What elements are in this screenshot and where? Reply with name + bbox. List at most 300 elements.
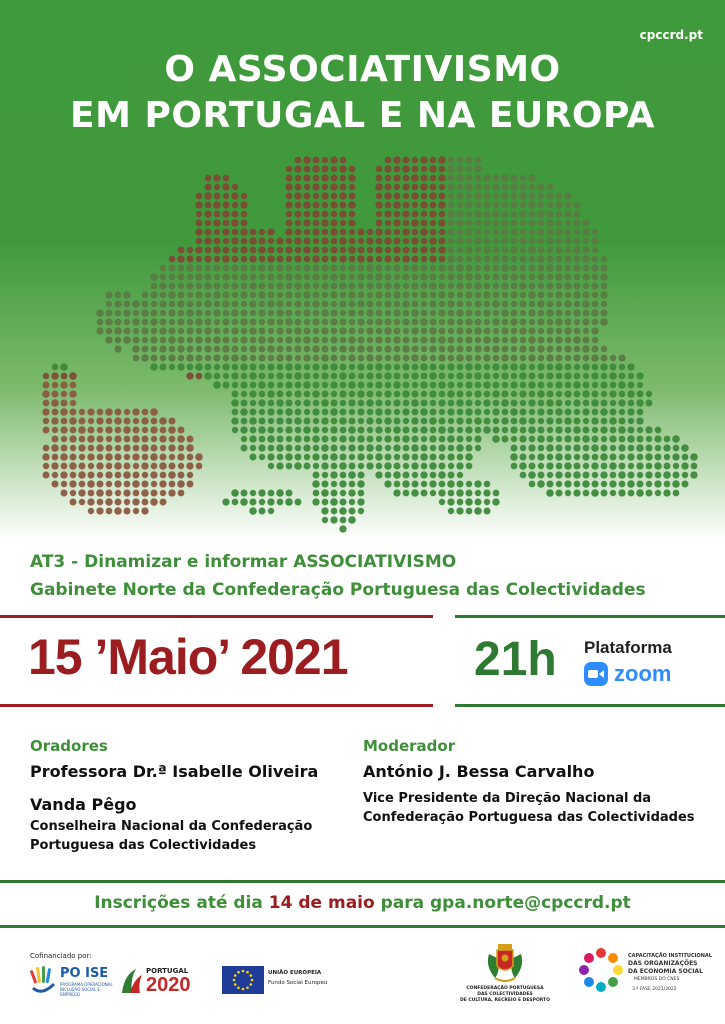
map-dot bbox=[376, 418, 383, 425]
map-dot bbox=[466, 373, 473, 380]
divider-registration-top bbox=[0, 880, 725, 883]
map-dot bbox=[385, 382, 392, 389]
ces-person-dot bbox=[584, 953, 594, 963]
map-dot bbox=[159, 435, 166, 442]
map-dot bbox=[177, 480, 185, 488]
map-dot bbox=[610, 382, 617, 389]
map-dot bbox=[412, 454, 419, 461]
speaker2-name: Vanda Pêgo bbox=[30, 795, 137, 814]
map-dot bbox=[618, 354, 625, 361]
map-dot bbox=[331, 436, 337, 442]
map-dot bbox=[619, 463, 626, 470]
map-dot bbox=[240, 318, 248, 326]
map-dot bbox=[321, 489, 329, 497]
map-dot bbox=[664, 481, 671, 488]
map-dot bbox=[105, 318, 113, 326]
map-dot bbox=[538, 265, 545, 272]
ces-person-dot bbox=[584, 977, 594, 987]
map-dot bbox=[321, 174, 329, 182]
map-dot bbox=[186, 462, 193, 469]
map-dot bbox=[537, 318, 544, 325]
map-dot bbox=[241, 265, 248, 272]
map-dot bbox=[448, 283, 454, 289]
map-dot bbox=[367, 427, 373, 433]
cpccrd-line3: DE CULTURA, RECREIO E DESPORTO bbox=[460, 998, 550, 1003]
map-dot bbox=[565, 202, 572, 209]
map-dot bbox=[141, 507, 148, 514]
map-dot bbox=[385, 229, 392, 236]
map-dot bbox=[42, 453, 49, 460]
map-dot bbox=[204, 300, 211, 307]
map-dot bbox=[393, 291, 401, 299]
map-dot bbox=[600, 471, 607, 478]
map-dot bbox=[349, 499, 355, 505]
map-dot bbox=[331, 265, 338, 272]
eu-star bbox=[237, 971, 240, 974]
map-dot bbox=[385, 175, 391, 181]
map-dot bbox=[222, 345, 230, 353]
map-dot bbox=[205, 355, 211, 361]
map-dot bbox=[132, 408, 139, 415]
map-dot bbox=[591, 282, 598, 289]
map-dot bbox=[286, 436, 292, 442]
map-dot bbox=[295, 274, 302, 281]
map-dot bbox=[339, 480, 346, 487]
map-dot bbox=[538, 355, 545, 362]
map-dot bbox=[637, 391, 644, 398]
map-dot bbox=[646, 463, 653, 470]
map-dot bbox=[556, 265, 563, 272]
map-dot bbox=[60, 408, 68, 416]
map-dot bbox=[249, 390, 256, 397]
map-dot bbox=[133, 310, 140, 317]
map-dot bbox=[159, 300, 166, 307]
map-dot bbox=[232, 382, 238, 388]
map-dot bbox=[573, 354, 580, 361]
map-dot bbox=[132, 480, 140, 488]
map-dot bbox=[564, 282, 572, 290]
map-dot bbox=[160, 355, 166, 361]
map-dot bbox=[232, 274, 239, 281]
map-dot bbox=[348, 291, 356, 299]
map-dot bbox=[240, 291, 247, 298]
eu-star bbox=[237, 986, 240, 989]
map-dot bbox=[304, 301, 311, 308]
map-dot bbox=[403, 292, 410, 299]
map-dot bbox=[448, 445, 455, 452]
map-dot bbox=[375, 318, 383, 326]
map-dot bbox=[106, 490, 113, 497]
map-dot bbox=[285, 498, 293, 506]
map-dot bbox=[294, 435, 301, 442]
map-dot bbox=[339, 390, 346, 397]
map-dot bbox=[393, 381, 401, 389]
map-dot bbox=[501, 309, 509, 317]
map-dot bbox=[232, 202, 238, 208]
map-dot bbox=[466, 301, 472, 307]
map-dot bbox=[313, 247, 320, 254]
map-dot bbox=[618, 444, 625, 451]
map-dot bbox=[574, 328, 581, 335]
map-dot bbox=[331, 346, 337, 352]
map-dot bbox=[331, 373, 338, 380]
map-dot bbox=[529, 463, 536, 470]
map-dot bbox=[547, 229, 554, 236]
map-dot bbox=[573, 219, 580, 226]
map-dot bbox=[466, 220, 473, 227]
map-dot bbox=[511, 445, 518, 452]
map-dot bbox=[393, 156, 401, 164]
map-dot bbox=[259, 256, 266, 263]
map-dot bbox=[88, 445, 95, 452]
map-dot bbox=[331, 301, 337, 307]
map-dot bbox=[114, 327, 122, 335]
map-dot bbox=[330, 246, 337, 253]
map-dot bbox=[151, 481, 157, 487]
map-dot bbox=[159, 327, 167, 335]
map-dot bbox=[439, 364, 445, 370]
map-dot bbox=[205, 310, 211, 316]
map-dot bbox=[456, 219, 464, 227]
map-dot bbox=[186, 264, 194, 272]
map-dot bbox=[286, 355, 293, 362]
map-dot bbox=[555, 201, 562, 208]
map-dot bbox=[303, 219, 310, 226]
map-dot bbox=[304, 436, 311, 443]
map-dot bbox=[295, 247, 302, 254]
map-dot bbox=[654, 480, 661, 487]
map-dot bbox=[295, 175, 301, 181]
map-dot bbox=[313, 328, 319, 334]
map-dot bbox=[520, 355, 526, 361]
map-dot bbox=[267, 255, 275, 263]
map-dot bbox=[483, 426, 491, 434]
map-dot bbox=[240, 498, 248, 506]
map-dot bbox=[583, 445, 590, 452]
map-dot bbox=[330, 273, 338, 281]
map-dot bbox=[646, 400, 653, 407]
map-dot bbox=[430, 310, 436, 316]
map-dot bbox=[114, 480, 121, 487]
map-dot bbox=[420, 381, 427, 388]
map-dot bbox=[501, 327, 508, 334]
map-dot bbox=[573, 399, 580, 406]
map-dot bbox=[402, 453, 409, 460]
map-dot bbox=[412, 427, 418, 433]
map-dot bbox=[538, 220, 545, 227]
map-dot bbox=[250, 445, 256, 451]
map-dot bbox=[141, 309, 149, 317]
map-dot bbox=[546, 237, 553, 244]
map-dot bbox=[492, 390, 500, 398]
map-dot bbox=[547, 301, 554, 308]
map-dot bbox=[187, 472, 193, 478]
map-dot bbox=[376, 220, 383, 227]
map-dot bbox=[322, 202, 328, 208]
map-dot bbox=[376, 238, 383, 245]
map-dot bbox=[286, 265, 293, 272]
map-dot bbox=[583, 328, 589, 334]
map-dot bbox=[196, 310, 203, 317]
map-dot bbox=[222, 273, 229, 280]
map-dot bbox=[78, 444, 85, 451]
map-dot bbox=[250, 247, 257, 254]
map-dot bbox=[438, 471, 446, 479]
cpccrd-logo bbox=[458, 940, 552, 1010]
map-dot bbox=[376, 445, 383, 452]
map-dot bbox=[349, 481, 356, 488]
map-dot bbox=[258, 426, 266, 434]
map-dot bbox=[115, 292, 122, 299]
map-dot bbox=[448, 202, 455, 209]
map-dot bbox=[150, 426, 157, 433]
map-dot bbox=[150, 363, 158, 371]
map-dot bbox=[348, 471, 356, 479]
map-dot bbox=[348, 264, 355, 271]
map-dot bbox=[331, 211, 337, 217]
map-dot bbox=[357, 318, 364, 325]
map-dot bbox=[520, 472, 527, 479]
map-dot bbox=[600, 453, 608, 461]
map-dot bbox=[574, 211, 581, 218]
map-dot bbox=[214, 229, 220, 235]
map-dot bbox=[295, 319, 302, 326]
eu-fund-label: Fundo Social Europeu bbox=[268, 980, 328, 986]
map-dot bbox=[421, 238, 428, 245]
map-dot bbox=[151, 346, 157, 352]
map-dot bbox=[78, 471, 86, 479]
map-dot bbox=[313, 445, 320, 452]
map-dot bbox=[60, 453, 68, 461]
map-dot bbox=[421, 310, 428, 317]
map-dot bbox=[466, 283, 473, 290]
map-dot bbox=[195, 273, 203, 281]
map-dot bbox=[276, 237, 283, 244]
map-dot bbox=[681, 444, 689, 452]
map-dot bbox=[448, 310, 455, 317]
map-dot bbox=[447, 435, 455, 443]
map-dot bbox=[106, 481, 112, 487]
map-dot bbox=[285, 336, 292, 343]
map-dot bbox=[241, 346, 247, 352]
map-dot bbox=[546, 489, 554, 497]
map-dot bbox=[196, 373, 203, 380]
map-dot bbox=[258, 336, 266, 344]
map-dot bbox=[601, 481, 607, 487]
map-dot bbox=[430, 175, 436, 181]
map-dot bbox=[394, 346, 401, 353]
map-dot bbox=[511, 256, 517, 262]
map-dot bbox=[573, 444, 580, 451]
map-dot bbox=[601, 355, 608, 362]
map-dot bbox=[124, 319, 130, 325]
map-dot bbox=[232, 346, 239, 353]
map-dot bbox=[475, 490, 481, 496]
map-dot bbox=[583, 472, 590, 479]
map-dot bbox=[475, 175, 481, 181]
map-dot bbox=[466, 391, 472, 397]
map-dot bbox=[97, 436, 104, 443]
map-dot bbox=[322, 499, 329, 506]
map-dot bbox=[268, 310, 275, 317]
map-dot bbox=[429, 435, 436, 442]
map-dot bbox=[582, 408, 589, 415]
map-dot bbox=[538, 310, 545, 317]
map-dot bbox=[358, 337, 365, 344]
map-dot bbox=[609, 372, 617, 380]
map-dot bbox=[601, 373, 608, 380]
map-dot bbox=[493, 382, 500, 389]
map-dot bbox=[448, 373, 454, 379]
map-dot bbox=[402, 255, 410, 263]
map-dot bbox=[637, 427, 643, 433]
map-dot bbox=[358, 445, 365, 452]
map-dot bbox=[493, 337, 500, 344]
map-dot bbox=[412, 382, 418, 388]
map-dot bbox=[132, 345, 140, 353]
map-dot bbox=[124, 463, 131, 470]
map-dot bbox=[349, 328, 356, 335]
map-dot bbox=[456, 327, 463, 334]
map-dot bbox=[474, 480, 481, 487]
map-dot bbox=[457, 157, 463, 163]
map-dot bbox=[537, 453, 544, 460]
map-dot bbox=[502, 292, 508, 298]
map-dot bbox=[448, 427, 455, 434]
map-dot bbox=[592, 436, 599, 443]
map-dot bbox=[97, 427, 103, 433]
map-dot bbox=[367, 346, 374, 353]
map-dot bbox=[232, 364, 239, 371]
map-dot bbox=[79, 436, 86, 443]
map-dot bbox=[349, 346, 356, 353]
map-dot bbox=[510, 273, 518, 281]
map-dot bbox=[393, 489, 400, 496]
map-dot bbox=[520, 247, 527, 254]
map-dot bbox=[529, 274, 535, 280]
map-dot bbox=[474, 255, 481, 262]
map-dot bbox=[537, 273, 544, 280]
map-dot bbox=[375, 336, 382, 343]
eu-label: UNIÃO EUROPEIA bbox=[268, 970, 322, 976]
map-dot bbox=[195, 363, 203, 371]
map-dot bbox=[187, 454, 194, 461]
map-dot bbox=[582, 300, 590, 308]
map-dot bbox=[142, 319, 149, 326]
map-dot bbox=[304, 463, 311, 470]
map-dot bbox=[412, 337, 418, 343]
map-dot bbox=[610, 364, 617, 371]
map-dot bbox=[286, 175, 293, 182]
map-dot bbox=[205, 184, 212, 191]
map-dot bbox=[240, 426, 247, 433]
map-dot bbox=[448, 418, 454, 424]
map-dot bbox=[438, 444, 445, 451]
map-dot bbox=[448, 508, 454, 514]
map-dot bbox=[151, 283, 158, 290]
map-dot bbox=[538, 247, 545, 254]
map-dot bbox=[618, 426, 626, 434]
map-dot bbox=[51, 462, 58, 469]
map-dot bbox=[385, 202, 392, 209]
map-dot bbox=[592, 472, 598, 478]
map-dot bbox=[601, 418, 608, 425]
map-dot bbox=[448, 400, 455, 407]
map-dot bbox=[556, 256, 562, 262]
map-dot bbox=[511, 238, 518, 245]
map-dot bbox=[115, 499, 122, 506]
map-dot bbox=[466, 346, 472, 352]
map-dot bbox=[546, 417, 553, 424]
map-dot bbox=[591, 354, 599, 362]
map-dot bbox=[547, 454, 554, 461]
map-dot bbox=[133, 508, 139, 514]
map-dot bbox=[349, 454, 355, 460]
map-dot bbox=[169, 454, 175, 460]
map-dot bbox=[573, 201, 581, 209]
map-dot bbox=[492, 408, 499, 415]
map-dot bbox=[313, 400, 320, 407]
map-dot bbox=[556, 283, 563, 290]
map-dot bbox=[60, 363, 68, 371]
portugal2020-mark-icon bbox=[120, 967, 144, 995]
map-dot bbox=[349, 211, 356, 218]
map-dot bbox=[475, 355, 481, 361]
map-dot bbox=[520, 364, 527, 371]
map-dot bbox=[267, 228, 274, 235]
map-dot bbox=[574, 283, 581, 290]
map-dot bbox=[88, 508, 94, 514]
ces-person-dot bbox=[596, 982, 606, 992]
map-dot bbox=[294, 417, 302, 425]
map-dot bbox=[250, 355, 256, 361]
map-dot bbox=[429, 192, 437, 200]
map-dot bbox=[457, 346, 464, 353]
map-dot bbox=[313, 472, 320, 479]
map-dot bbox=[394, 283, 401, 290]
map-dot bbox=[79, 481, 86, 488]
map-dot bbox=[663, 444, 670, 451]
map-dot bbox=[142, 436, 149, 443]
map-dot bbox=[258, 354, 265, 361]
map-dot bbox=[43, 427, 50, 434]
map-dot bbox=[151, 463, 158, 470]
map-dot bbox=[51, 444, 59, 452]
map-dot bbox=[160, 472, 167, 479]
map-dot bbox=[403, 418, 409, 424]
map-dot bbox=[376, 166, 382, 172]
map-dot bbox=[321, 192, 328, 199]
map-dot bbox=[520, 427, 527, 434]
registration-email[interactable]: gpa.norte@cpccrd.pt bbox=[430, 893, 631, 913]
map-dot bbox=[520, 175, 526, 181]
map-dot bbox=[241, 436, 247, 442]
map-dot bbox=[186, 282, 193, 289]
map-dot bbox=[366, 309, 374, 317]
map-dot bbox=[241, 310, 248, 317]
map-dot bbox=[394, 193, 401, 200]
map-dot bbox=[456, 417, 463, 424]
map-dot bbox=[79, 463, 86, 470]
map-dot bbox=[223, 265, 230, 272]
map-dot bbox=[105, 408, 113, 416]
eu-flag-icon bbox=[222, 966, 264, 994]
map-dot bbox=[358, 373, 364, 379]
map-dot bbox=[628, 418, 634, 424]
map-dot bbox=[348, 219, 355, 226]
map-dot bbox=[483, 246, 491, 254]
map-dot bbox=[492, 435, 500, 443]
